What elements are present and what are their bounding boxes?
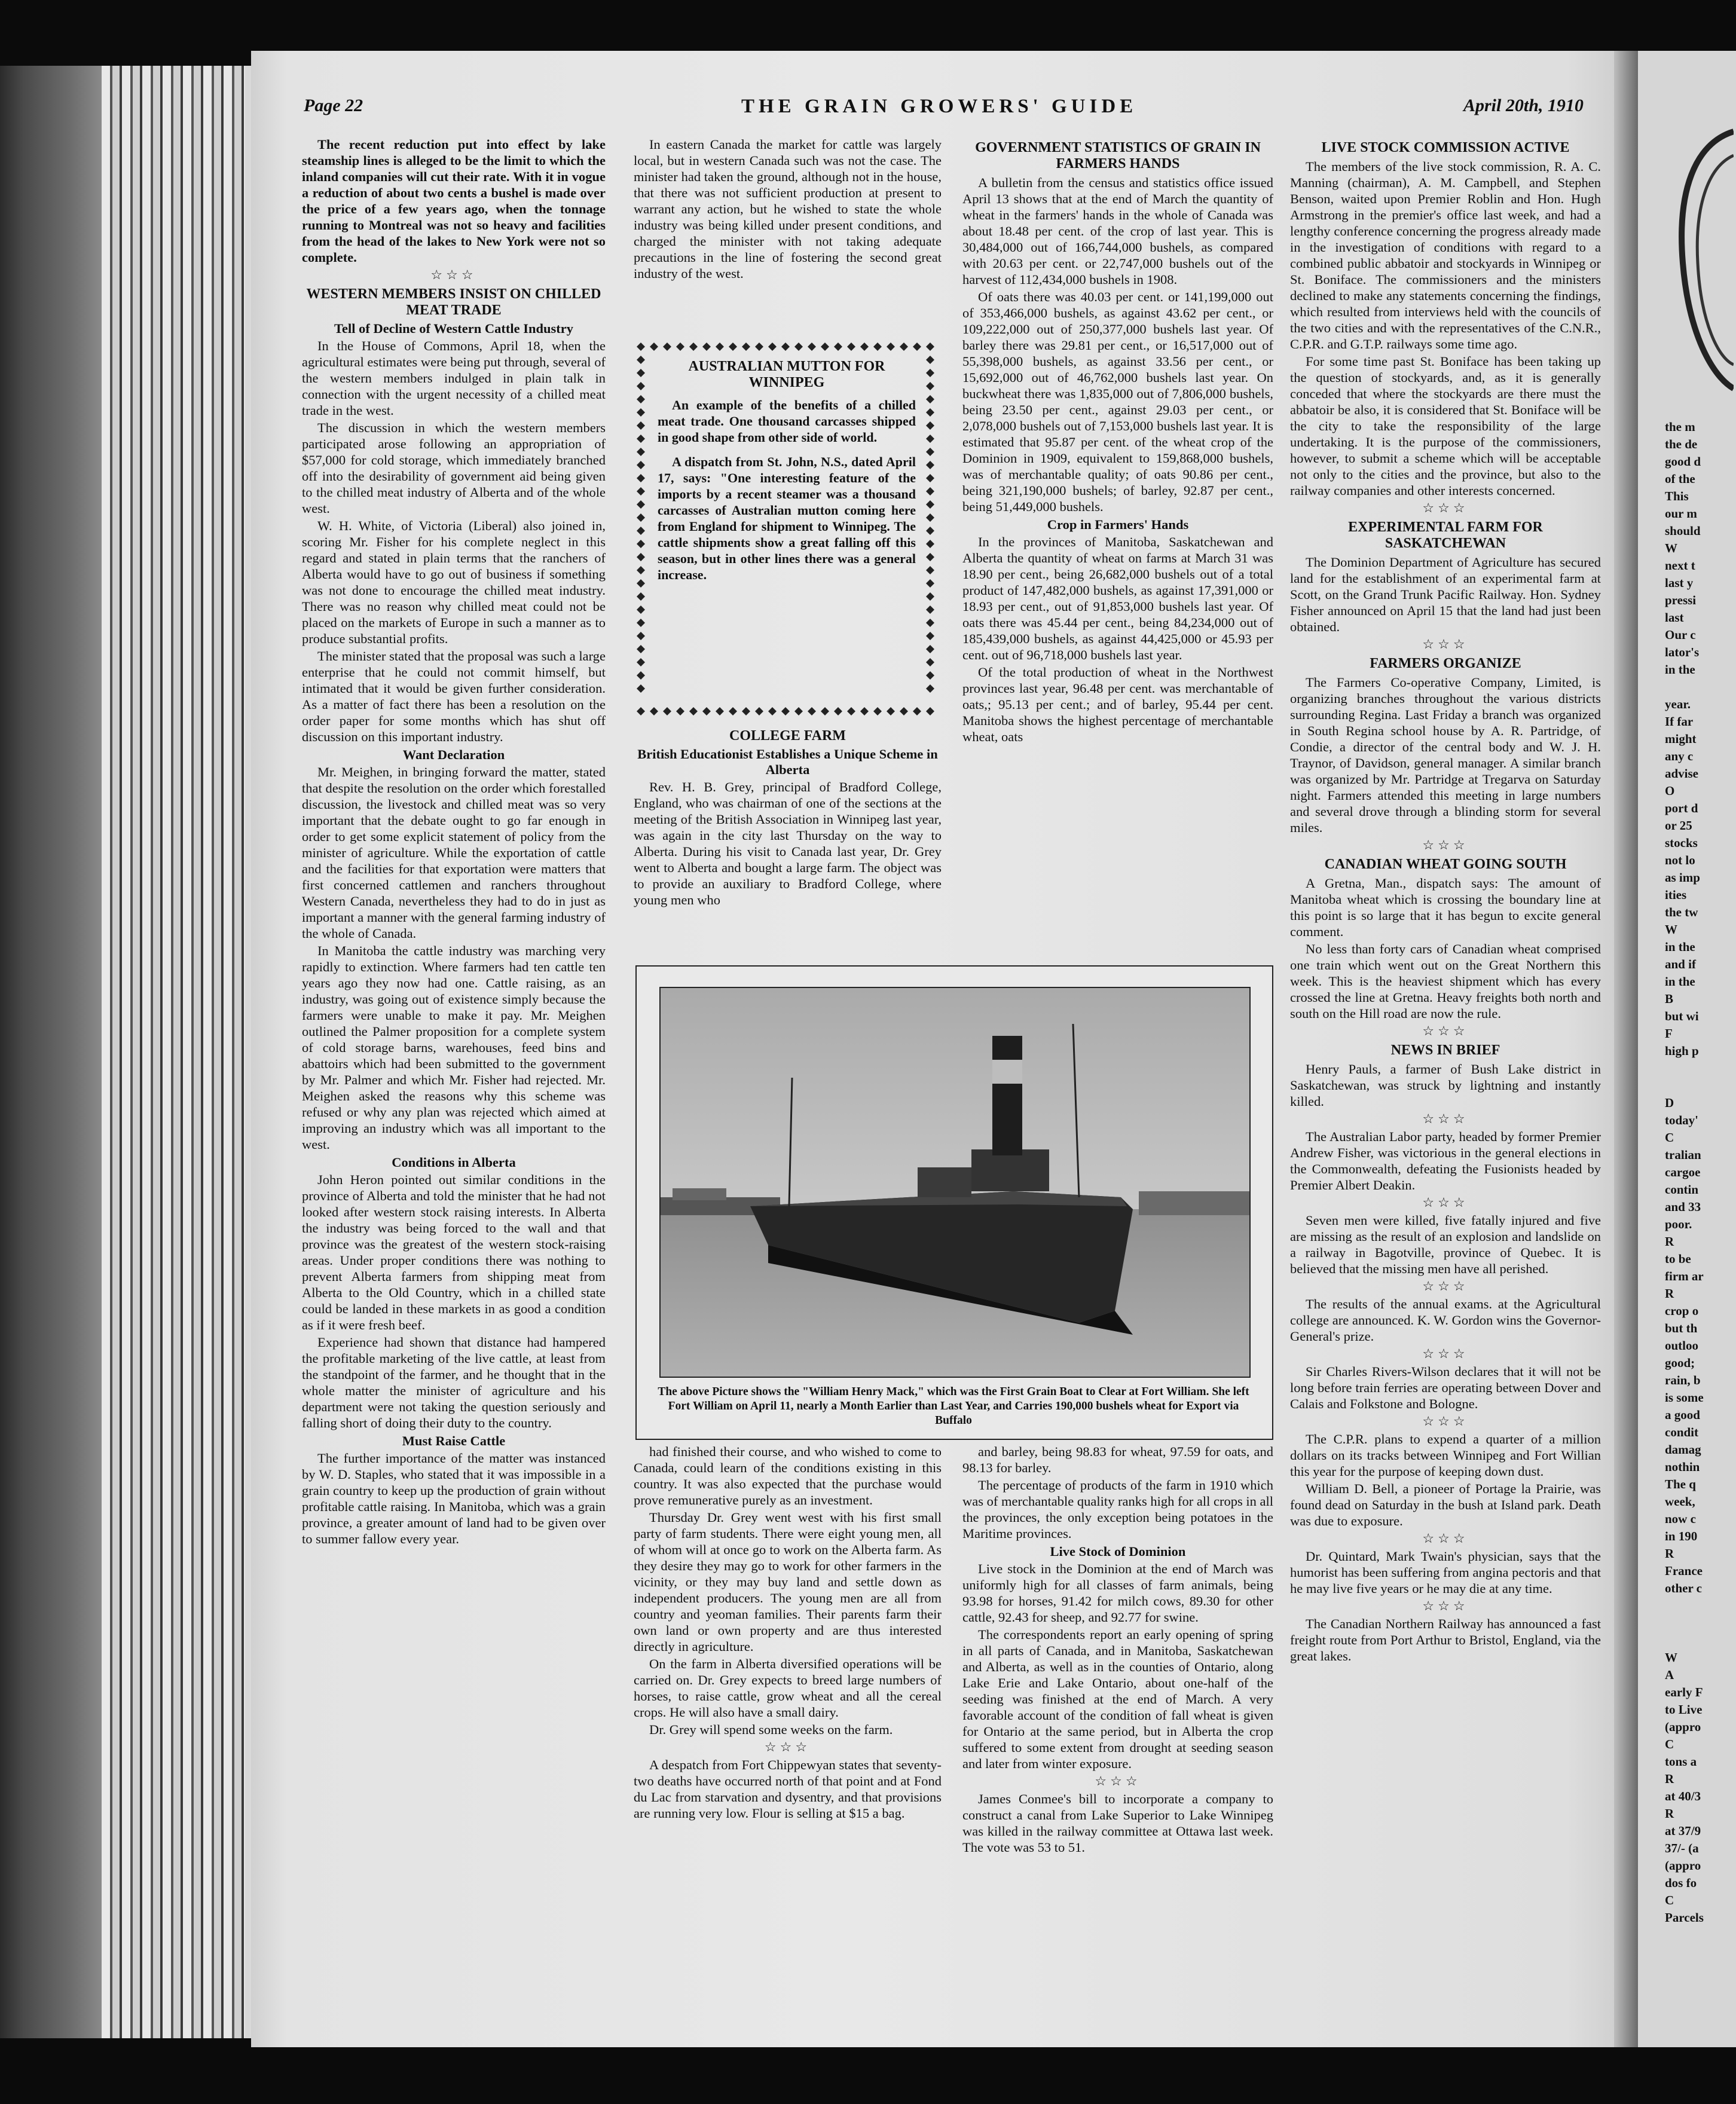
border-diamond — [676, 707, 684, 715]
border-diamond — [637, 369, 645, 377]
border-diamond — [637, 540, 645, 548]
article-paragraph: The Farmers Co-operative Company, Limited, is organizing branches throughout the various districts surrounding Regina. Last Friday a branch was organized in South Regina school house by A. R. Partridge, of Condie, a director of the central body and W. J. H. Traynor, of Davidson, general manager. A similar branch was organized by Mr. Partridge at Tregarva on Saturday night. Farmers attended this meeting in large numbers and several drove through a blinding storm for several miles. — [1290, 675, 1601, 835]
photo-caption: The above Picture shows the "William Henry Mack," which was the First Grain Boat to Clear at Fort William. She left Fort William on April 11, nearly a Month Earlier than Last Year, and Carries 190,000 bushels wheat for Export via Buffalo — [658, 1386, 1249, 1427]
column-2-bottom — [634, 1444, 942, 1822]
right-page-fragment: firm ar — [1665, 1269, 1704, 1283]
border-diamond — [637, 448, 645, 456]
right-page-fragment: damag — [1665, 1442, 1701, 1457]
right-page-fragment: (appro — [1665, 1720, 1701, 1734]
border-diamond — [689, 707, 698, 715]
border-diamond — [887, 342, 895, 351]
masthead: THE GRAIN GROWERS' GUIDE — [741, 96, 1138, 117]
border-diamond — [926, 474, 934, 482]
right-page-fragment — [1665, 1060, 1734, 1077]
right-page-fragment: W — [1665, 541, 1677, 555]
right-page-fragment: at 40/3 — [1665, 1789, 1701, 1803]
column-2-top — [634, 136, 942, 283]
right-page-fragment: poor. — [1665, 1217, 1692, 1231]
border-diamond — [637, 382, 645, 390]
right-page-fragment: last y — [1665, 576, 1694, 590]
border-diamond — [860, 707, 869, 715]
border-diamond — [873, 342, 882, 351]
border-diamond — [926, 671, 934, 680]
right-page-fragment: R — [1665, 1546, 1674, 1561]
subhead-college: British Educationist Establishes a Unique Scheme in Alberta — [637, 747, 938, 777]
right-page-fragment: R — [1665, 1234, 1674, 1249]
news-item: The Canadian Northern Railway has announced a fast freight route from Port Arthur to Bristol, England, via the great lakes. — [1290, 1616, 1601, 1663]
border-diamond — [926, 540, 934, 548]
border-diamond — [926, 421, 934, 430]
article-paragraph: had finished their course, and who wished to come to Canada, could learn of the conditions existing in this country. It was also expected that the purchase would prove remunerative purely as an investment. — [634, 1444, 942, 1507]
border-diamond — [926, 605, 934, 614]
separator-stars: ☆☆☆ — [764, 1739, 811, 1754]
border-diamond — [781, 707, 790, 715]
page-number: Page 22 — [304, 96, 363, 115]
border-diamond — [689, 342, 698, 351]
border-diamond — [637, 474, 645, 482]
right-page-fragment: in the — [1665, 940, 1695, 954]
article-paragraph: For some time past St. Boniface has been taking up the question of stockyards, and, as it is generally conceded that where the stockyards are there must the abbatoir be also, it is considered that St. Boniface will be the city to take the responsibility of the large undertaking. It is the purpose of the commissioners, however, to submit a scheme which will be acceptable not only to the cities and the province, but also to the railway companies and other interests concerned. — [1290, 354, 1601, 498]
right-page-fragment: should — [1665, 524, 1701, 538]
border-diamond — [637, 671, 645, 680]
subhead-want-declaration: Want Declaration — [402, 747, 505, 762]
headline-college-farm: COLLEGE FARM — [729, 728, 846, 744]
headline-experimental-farm: EXPERIMENTAL FARM FOR SASKATCHEWAN — [1348, 519, 1543, 551]
box-paragraph: An example of the benefits of a chilled meat trade. One thousand carcasses shipped in good shape from other side of world. — [658, 397, 916, 445]
right-page-fragment: year. — [1665, 697, 1691, 711]
article-paragraph: and barley, being 98.83 for wheat, 97.59 for oats, and 98.13 for barley. — [962, 1444, 1273, 1475]
right-page-fragment: good d — [1665, 454, 1701, 469]
separator-stars: ☆☆☆ — [1095, 1773, 1141, 1788]
border-diamond — [663, 342, 671, 351]
intro-paragraph: The recent reduction put into effect by lake steamship lines is alleged to be the limit to which the inland companies will cut their rate. With it in vogue a reduction of about two cents a bushel is made over the price of a few years ago, when the tonnage running to Montreal was not so heavy and facilities from the head of the lakes to New York were not so complete. — [302, 137, 606, 265]
border-diamond — [926, 382, 934, 390]
separator-stars: ☆☆☆ — [1422, 1195, 1469, 1210]
border-diamond — [650, 707, 658, 715]
news-item: Dr. Quintard, Mark Twain's physician, says that the humorist has been suffering from angina pectoris and that he may live five years or he may die at any time. — [1290, 1549, 1601, 1596]
border-diamond — [926, 658, 934, 666]
right-page-fragment: dos fo — [1665, 1876, 1697, 1890]
border-diamond — [637, 461, 645, 469]
separator-stars: ☆☆☆ — [1422, 1346, 1469, 1361]
border-diamond — [926, 369, 934, 377]
border-diamond — [637, 707, 645, 715]
border-diamond — [926, 500, 934, 509]
headline-news-brief: NEWS IN BRIEF — [1390, 1042, 1500, 1058]
border-diamond — [663, 707, 671, 715]
border-diamond — [716, 707, 724, 715]
right-page-fragment: and 33 — [1665, 1200, 1701, 1214]
news-item: Henry Pauls, a farmer of Bush Lake district in Saskatchewan, was struck by lightning and instantly killed. — [1290, 1062, 1601, 1109]
border-diamond — [808, 342, 816, 351]
right-page-fragment: week, — [1665, 1494, 1695, 1509]
article-paragraph: Mr. Meighen, in bringing forward the matter, stated that despite the resolution on the order which forestalled discussion, the livestock and chilled meat was so very important that the debate ought to go far enough in order to get some explicit statement of policy from the minister of agriculture. While the exportation of cattle and the facilities for that exportation were matters that first concerned cattlemen and ranchers throughout Western Canada, nevertheless they had to do in just as important a manner with the general farming industry of the whole of Canada. — [302, 764, 606, 941]
news-item: Seven men were killed, five fatally injured and five are missing as the result of an explosion and landslide on a railway in Bagotville, province of Quebec. It is believed that the missing men have all perished. — [1290, 1213, 1601, 1276]
article-paragraph: The minister stated that the proposal was such a large enterprise that he could not commit himself, but intimated that it would be given further consideration. As a matter of fact there has been a resolution on the order paper for some months which has shut off discussion on this important industry. — [302, 649, 606, 744]
border-diamond — [926, 435, 934, 443]
right-page-text-fragments — [1665, 418, 1734, 1926]
border-diamond — [808, 707, 816, 715]
right-page-fragment: last — [1665, 610, 1684, 625]
border-diamond — [637, 553, 645, 561]
right-page-fragment: in the — [1665, 974, 1695, 989]
article-paragraph: In the House of Commons, April 18, when the agricultural estimates were being put through, several of the western members indulged in plain talk in connection with the urgent necessity of a chilled meat trade in the west. — [302, 338, 606, 418]
right-page-fragment: outloo — [1665, 1338, 1699, 1353]
right-page-fragment: might — [1665, 732, 1697, 746]
article-paragraph: A despatch from Fort Chippewyan states that seventy-two deaths have occurred north of that point and at Fond du Lac from starvation and dysentry, and that provisions are running very low. Flour is selling at $15 a bag. — [634, 1757, 942, 1821]
border-diamond — [742, 342, 750, 351]
right-page-fragment: to Live — [1665, 1702, 1703, 1717]
right-page-fragment: as imp — [1665, 870, 1700, 885]
border-diamond — [913, 707, 921, 715]
right-page-fragment: good; — [1665, 1356, 1695, 1370]
border-diamond — [702, 707, 711, 715]
right-page-fragment: stocks — [1665, 836, 1698, 850]
right-page-fragment: other c — [1665, 1581, 1703, 1595]
separator-stars: ☆☆☆ — [1422, 1598, 1469, 1613]
right-page-fragment: contin — [1665, 1182, 1699, 1197]
border-diamond — [847, 342, 855, 351]
right-page-fragment — [1665, 1077, 1734, 1094]
article-paragraph: John Heron pointed out similar conditions in the province of Alberta and told the minister that he had not looked after western stock raising interests. In Alberta the industry was being forced to the wall and that province was the greatest of the western stock-raising areas. Under proper conditions there was nothing to prevent Alberta farmers from shipping meat from Alberta to the Old Country, which in a chilled state could be landed in these markets in as good a condition as if it were fresh beef. — [302, 1172, 606, 1332]
right-page-fragment: W — [1665, 1650, 1677, 1665]
right-page-fragment: crop o — [1665, 1304, 1699, 1318]
subhead-conditions-alberta: Conditions in Alberta — [392, 1155, 516, 1170]
border-diamond — [729, 707, 737, 715]
border-diamond — [926, 342, 934, 351]
border-diamond — [637, 645, 645, 653]
right-page-fragment: or 25 — [1665, 818, 1692, 833]
article-paragraph: Dr. Grey will spend some weeks on the farm. — [649, 1722, 893, 1737]
right-page-fragment: C — [1665, 1737, 1674, 1751]
border-diamond — [637, 579, 645, 588]
border-diamond — [768, 342, 777, 351]
right-page-fragment: advise — [1665, 766, 1699, 781]
right-page-fragment: in 190 — [1665, 1529, 1698, 1543]
right-page-fragment: at 37/9 — [1665, 1824, 1701, 1838]
right-page-fragment: our m — [1665, 506, 1697, 521]
subhead-must-raise-cattle: Must Raise Cattle — [402, 1433, 506, 1448]
border-diamond — [847, 707, 855, 715]
border-diamond — [768, 707, 777, 715]
right-page-fragment: 37/- (a — [1665, 1841, 1699, 1855]
column-3-top — [962, 136, 1273, 746]
separator-stars: ☆☆☆ — [1422, 1111, 1469, 1126]
border-diamond — [729, 342, 737, 351]
border-diamond — [926, 395, 934, 403]
headline-wheat-south: CANADIAN WHEAT GOING SOUTH — [1324, 857, 1567, 872]
article-paragraph: Rev. H. B. Grey, principal of Bradford College, England, who was chairman of one of the sections at the meeting of the British Association in Winnipeg last year, was again in the city last Thursday on the way to Alberta. During his visit to Canada last year, Dr. Grey went to Alberta and bought a large farm. The object was to provide an auxiliary to Bradford College, where young men who — [634, 779, 942, 907]
right-page-fragment: a good — [1665, 1408, 1700, 1422]
right-page-fragment: the de — [1665, 437, 1698, 451]
article-paragraph: Thursday Dr. Grey went west with his first small party of farm students. There were eight young men, all of whom will at once go to work on the Alberta farm. As they desire they may go to work for other farmers in the vicinity, or they may buy land and settle down as independent producers. The young men are all from country and yeoman families. Their parents farm their own land or own property and are thus interested directly in agriculture. — [634, 1510, 942, 1654]
border-diamond — [926, 527, 934, 535]
column-3-bottom — [962, 1444, 1273, 1857]
article-paragraph: Live stock in the Dominion at the end of March was uniformly high for all classes of farm animals, being 93.98 for horses, 91.42 for milch cows, 89.30 for other cattle, 92.43 for sheep, and 92.77 for swine. — [962, 1561, 1273, 1625]
border-diamond — [913, 342, 921, 351]
right-page-fragment: but th — [1665, 1321, 1698, 1335]
right-page-fragment: in the — [1665, 662, 1695, 677]
right-page-fragment: lator's — [1665, 645, 1700, 659]
right-page-fragment: the m — [1665, 420, 1695, 434]
issue-date: April 20th, 1910 — [1463, 96, 1584, 115]
headline-statistics: GOVERNMENT STATISTICS OF GRAIN IN FARMERS HANDS — [975, 140, 1261, 172]
border-diamond — [926, 513, 934, 522]
border-diamond — [702, 342, 711, 351]
article-paragraph: The Dominion Department of Agriculture has secured land for the establishment of an experimental farm at Scott, on the Grand Trunk Pacific Railway. Hon. Sydney Fisher announced on April 15 that the land had just been obtained. — [1290, 555, 1601, 634]
border-diamond — [742, 707, 750, 715]
border-diamond — [926, 566, 934, 574]
border-diamond — [926, 487, 934, 496]
border-diamond — [926, 579, 934, 588]
article-paragraph: In the provinces of Manitoba, Saskatchewan and Alberta the quantity of wheat on farms at March 31 was 18.90 per cent., being 26,682,000 bushels out of a total product of 147,482,000 bushels, as against 17,391,000 or 18.93 per cent., out of 91,853,000 bushels last year. Of oats there was 45.44 per cent., being 84,234,000 out of 185,439,000 bushels, as against 44,425,000 or 45.93 per cent. out of 96,718,000 bushels last year. — [962, 534, 1273, 662]
headline-live-stock-commission: LIVE STOCK COMMISSION ACTIVE — [1321, 140, 1570, 155]
right-page-fragment: tons a — [1665, 1754, 1697, 1769]
border-diamond — [834, 707, 842, 715]
right-page-fragment: early F — [1665, 1685, 1703, 1699]
article-paragraph: The members of the live stock commission, R. A. C. Manning (chairman), A. M. Campbell, and Stephen Benson, waited upon Premier Roblin and Hon. Hugh Armstrong in the premier's office last week, and had a lengthy conference concerning the progress already made in the investigation of conditions with regard to a combined public abbatoir and stockyards in Winnipeg or St. Boniface. The commissioners and the ministers declined to make any statements concerning the findings, which resulted from interviews held with the councils of the two cities and with the representatives of the C.N.R., C.P.R. and G.T.P. railways some time ago. — [1290, 159, 1601, 351]
article-paragraph: On the farm in Alberta diversified operations will be carried on. Dr. Grey expects to breed large numbers of horses, to raise cattle, grow wheat and all the cereal crops. He will also have a small dairy. — [634, 1656, 942, 1720]
border-diamond — [926, 448, 934, 456]
right-page-fragment: D — [1665, 1096, 1674, 1110]
separator-stars: ☆☆☆ — [1422, 1023, 1469, 1038]
border-diamond — [926, 461, 934, 469]
article-paragraph: The percentage of products of the farm in 1910 which was of merchantable quality ranks high for all crops in all the provinces, the only exception being potatoes in the Maritime provinces. — [962, 1478, 1273, 1541]
news-item: The results of the annual exams. at the Agricultural college are announced. K. W. Gordon wins the Governor-General's prize. — [1290, 1296, 1601, 1344]
article-paragraph: The further importance of the matter was instanced by W. D. Staples, who stated that it was impossible in a grain country to keep up the production of grain without profitable cattle raising. In Manitoba, which was a grain province, a greater amount of land had to be given over to summer fallow every year. — [302, 1451, 606, 1546]
article-paragraph: In Manitoba the cattle industry was marching very rapidly to extinction. Where farmers had ten cattle ten years ago they now had one. Cattle raising, as an industry, was going out of existence simply because the farmers were unable to make it pay. Mr. Meighen outlined the Palmer proposition for a complete system of cold storage barns, warehouses, feed bins and abattoirs which had been submitted to the government by Mr. Palmer and which Mr. Fisher had rejected. Mr. Meighen asked the reasons why this scheme was refused or why any plan was rejected which aimed at improving an industry which was all important to the west. — [302, 943, 606, 1152]
right-page-fragment: If far — [1665, 714, 1694, 729]
border-diamond — [637, 408, 645, 417]
right-page-fragment: This — [1665, 489, 1689, 503]
border-diamond — [860, 342, 869, 351]
border-diamond — [755, 707, 763, 715]
right-page-fragment: France — [1665, 1564, 1703, 1578]
right-page-fragment: port d — [1665, 801, 1698, 815]
column-1 — [302, 136, 606, 1548]
border-diamond — [637, 513, 645, 522]
separator-stars: ☆☆☆ — [1422, 837, 1469, 852]
right-page-fragment: not lo — [1665, 853, 1695, 867]
right-page-fragment: and if — [1665, 957, 1696, 971]
news-item: The Australian Labor party, headed by former Premier Andrew Fisher, was victorious in the general elections in the Commonwealth, defeating the Fusionists headed by Premier Albert Deakin. — [1290, 1129, 1601, 1192]
column-2-college — [634, 724, 942, 909]
border-diamond — [637, 632, 645, 640]
separator-stars: ☆☆☆ — [1422, 1414, 1469, 1429]
border-diamond — [637, 435, 645, 443]
border-diamond — [900, 707, 908, 715]
border-diamond — [887, 707, 895, 715]
border-diamond — [926, 553, 934, 561]
news-item: Sir Charles Rivers-Wilson declares that it will not be long before train ferries are operating between Dover and Calais and Folkstone and Bologne. — [1290, 1364, 1601, 1411]
headline-farmers-organize: FARMERS ORGANIZE — [1370, 656, 1521, 671]
right-page-fragment: C — [1665, 1893, 1674, 1907]
border-diamond — [637, 605, 645, 614]
border-diamond — [637, 658, 645, 666]
right-page-fragment: C — [1665, 1130, 1674, 1145]
right-page-fragment — [1665, 1632, 1734, 1649]
right-page-fragment — [1665, 1597, 1734, 1614]
right-page-fragment: cargoe — [1665, 1165, 1701, 1179]
border-diamond — [637, 684, 645, 693]
right-page-fragment: next t — [1665, 558, 1695, 573]
right-page-fragment: rain, b — [1665, 1373, 1701, 1387]
separator-stars: ☆☆☆ — [430, 267, 477, 282]
book-fold — [1614, 51, 1638, 2047]
border-diamond — [637, 356, 645, 364]
border-diamond — [926, 356, 934, 364]
right-page-fragment: to be — [1665, 1252, 1691, 1266]
border-diamond — [637, 592, 645, 601]
border-diamond — [637, 566, 645, 574]
right-page-fragment: Parcels — [1665, 1910, 1704, 1925]
border-diamond — [821, 707, 829, 715]
page-stack-edges — [102, 66, 245, 2038]
right-page-emblem — [1671, 120, 1734, 400]
right-page-fragment: today' — [1665, 1113, 1699, 1127]
article-paragraph: Experience had shown that distance had hampered the profitable marketing of the live cattle, at least from the standpoint of the farmer, and he thought that in the whole matter the minister of agriculture and his department were not taking the question seriously and falling short of doing their duty to the country. — [302, 1335, 606, 1430]
right-page-fragment: high p — [1665, 1044, 1699, 1058]
article-paragraph: The discussion in which the western members participated arose following an appropriation of $57,000 for cold storage, which immediately branched off into the desirability of government aid being given to the chilled meat industry of Alberta and of the whole west. — [302, 420, 606, 516]
article-paragraph: No less than forty cars of Canadian wheat comprised one train which went out on the Great Northern this week. This is the heaviest shipment which has every crossed the line at Gretna. Heavy freights both north and south on the Hill road are now the rule. — [1290, 941, 1601, 1021]
border-diamond — [637, 527, 645, 535]
article-paragraph: The correspondents report an early opening of spring in all parts of Canada, and in Manitoba, Saskatchewan and Alberta, as well as in the counties of Ontario, along Lake Erie and Lake Ontario, about one-half of the seeding was finished at the end of March. A very favorable account of the condition of fall wheat is given for Ontario at the same period, but in Alberta the crop suffered to some extent from drought at seeding season and later from winter exposure. — [962, 1627, 1273, 1771]
right-page-fragment: F — [1665, 1026, 1673, 1041]
border-diamond — [637, 619, 645, 627]
border-diamond — [637, 487, 645, 496]
right-page-fragment: W — [1665, 922, 1677, 937]
separator-stars: ☆☆☆ — [1422, 1279, 1469, 1293]
separator-stars: ☆☆☆ — [1422, 637, 1469, 652]
right-page-fragment: any c — [1665, 749, 1694, 763]
border-diamond — [926, 707, 934, 715]
border-diamond — [926, 645, 934, 653]
article-paragraph: Of oats there was 40.03 per cent. or 141,199,000 out of 353,466,000 bushels, as against 43.62 per cent., or 109,222,000 out of 250,377,000 bushels last year. Of barley there was 29.81 per cent., or 16,517,000 out of 55,398,000 bushels, as against 33.56 per cent., or 15,692,000 out of 46,762,000 bushels last year. On buckwheat there was 1,835,000 out of 7,806,000 bushels, being 23.50 per cent., against 29.03 per cent., or 2,078,000 bushels out of 7,153,000 bushels last year. It is estimated that 95.87 per cent. of the wheat crop of the Dominion in 1909, equivalent to 159,868,000 bushels, was of merchantable quality; of oats 90.86 per cent., being 321,190,000 bushels; of barley, 92.87 per cent., being 51,449,000 bushels. — [962, 289, 1273, 514]
border-diamond — [900, 342, 908, 351]
article-paragraph: A bulletin from the census and statistics office issued April 13 shows that at the end of March the quantity of wheat in the farmers' hands in the whole of Canada was about 18.48 per cent. of the crop of last year. This is 30,484,000 out of 166,744,000 bushels, as compared with 20.63 per cent. or 22,747,000 bushels out of the harvest of 112,434,000 bushels in 1908. — [962, 175, 1273, 287]
right-page-fragment: (appro — [1665, 1858, 1701, 1873]
border-diamond — [637, 500, 645, 509]
right-page-fragment: tralian — [1665, 1148, 1701, 1162]
border-diamond — [794, 342, 803, 351]
border-diamond — [794, 707, 803, 715]
separator-stars: ☆☆☆ — [1422, 500, 1469, 515]
border-diamond — [637, 421, 645, 430]
article-paragraph: Of the total production of wheat in the Northwest provinces last year, 96.48 per cent. was merchantable of oats,; 95.13 per cent.; and of barley, 95.44 per cent. Manitoba shows the highest percentage of merchantable wheat, oats — [962, 665, 1273, 744]
right-page-fragment — [1665, 1614, 1734, 1632]
border-diamond — [834, 342, 842, 351]
right-page-fragment: R — [1665, 1772, 1674, 1786]
right-page-fragment: B — [1665, 992, 1674, 1006]
column-4 — [1290, 136, 1601, 1665]
subhead-cattle-decline: Tell of Decline of Western Cattle Industry — [334, 321, 573, 336]
right-page-fragment: R — [1665, 1286, 1674, 1301]
border-diamond — [926, 619, 934, 627]
border-diamond — [755, 342, 763, 351]
border-diamond — [926, 592, 934, 601]
article-paragraph: W. H. White, of Victoria (Liberal) also joined in, scoring Mr. Fisher for his complete neglect in this regard and stated in plain terms that the ranchers of Alberta would have to go out of business if something was not done to encourage the chilled meat industry. There was no reason why chilled meat could not be placed on the markets of Europe in such a manner as to produce substantial profits. — [302, 518, 606, 646]
border-diamond — [637, 395, 645, 403]
article-paragraph: James Conmee's bill to incorporate a company to construct a canal from Lake Superior to Lake Winnipeg was killed in the railway committee at Ottawa last week. The vote was 53 to 51. — [962, 1791, 1273, 1855]
border-diamond — [781, 342, 790, 351]
box-paragraph: A dispatch from St. John, N.S., dated April 17, says: "One interesting feature of the imports by a recent steamer was a thousand carcasses of Australian mutton coming here from England for shipment to Winnipeg. The cattle shipments show a great falling off this season, but in other lines there was a general increase. — [658, 454, 916, 582]
right-page-fragment: but wi — [1665, 1009, 1699, 1023]
australian-mutton-box — [634, 341, 937, 717]
separator-stars: ☆☆☆ — [1422, 1531, 1469, 1546]
right-page-fragment: now c — [1665, 1512, 1696, 1526]
right-page-fragment: ities — [1665, 888, 1687, 902]
photo-frame — [635, 965, 1273, 1440]
border-diamond — [676, 342, 684, 351]
news-item: The C.P.R. plans to expend a quarter of a million dollars on its tracks between Winnipeg and Fort Willian this year for the purpose of keeping down dust. — [1290, 1432, 1601, 1479]
border-diamond — [926, 684, 934, 693]
right-page-fragment: condit — [1665, 1425, 1699, 1439]
right-page-fragment: nothin — [1665, 1460, 1700, 1474]
right-page-fragment: A — [1665, 1668, 1674, 1682]
right-page-fragment: pressi — [1665, 593, 1697, 607]
border-diamond — [650, 342, 658, 351]
border-diamond — [926, 632, 934, 640]
border-diamond — [637, 342, 645, 351]
right-page-fragment: Our c — [1665, 628, 1696, 642]
right-page-fragment: R — [1665, 1806, 1674, 1821]
article-paragraph: In eastern Canada the market for cattle was largely local, but in western Canada such was not the case. The minister had taken the ground, although not in the house, that there was not sufficient production at present to warrant any action, but he wished to state the whole industry was being killed under present conditions, and charged the minister with not taking adequate precautions in the line of fostering the second great industry of the west. — [634, 137, 942, 281]
headline-chilled-meat: WESTERN MEMBERS INSIST ON CHILLED MEAT TRADE — [306, 286, 601, 318]
subhead-live-stock: Live Stock of Dominion — [1050, 1544, 1186, 1559]
border-diamond — [821, 342, 829, 351]
right-page-fragment: is some — [1665, 1390, 1704, 1405]
right-page-fragment: O — [1665, 784, 1675, 798]
article-paragraph: A Gretna, Man., dispatch says: The amount of Manitoba wheat which is crossing the boundary line at this point is so large that it has begun to excite general comment. — [1290, 876, 1601, 939]
right-page-fragment — [1665, 678, 1734, 696]
right-page-fragment: of the — [1665, 472, 1695, 486]
news-item: William D. Bell, a pioneer of Portage la Prairie, was found dead on Saturday in the bush at Island park. Death was due to exposure. — [1290, 1481, 1601, 1528]
right-page-fragment: the tw — [1665, 905, 1698, 919]
border-diamond — [716, 342, 724, 351]
right-page-fragment: The q — [1665, 1477, 1696, 1491]
subhead-crop-hands: Crop in Farmers' Hands — [1047, 517, 1189, 532]
border-diamond — [873, 707, 882, 715]
grain-boat-photo — [659, 987, 1251, 1378]
border-diamond — [926, 408, 934, 417]
box-title: AUSTRALIAN MUTTON FOR WINNIPEG — [688, 359, 885, 390]
